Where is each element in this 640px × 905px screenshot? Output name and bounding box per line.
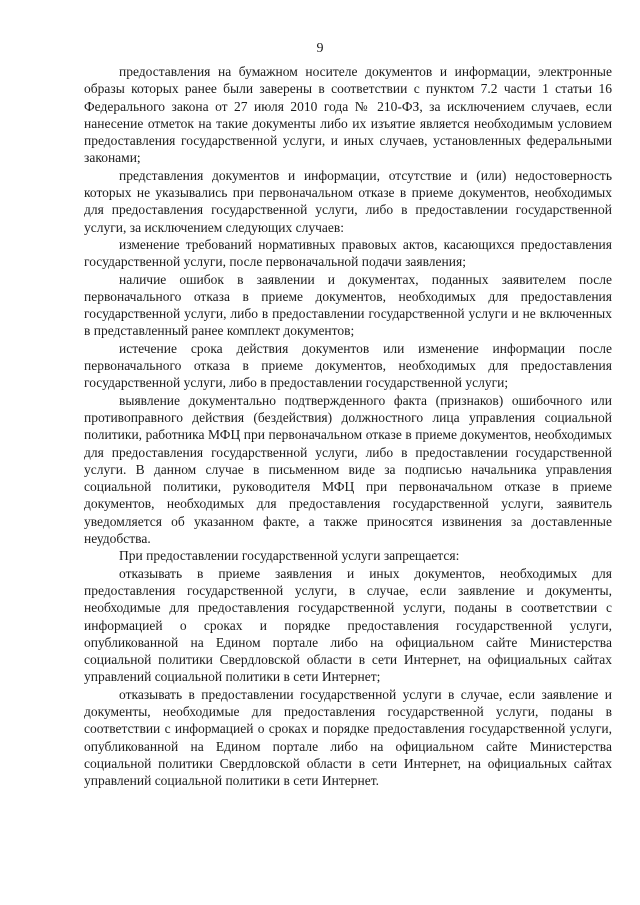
paragraph-prohibitions-heading: При предоставлении государственной услуги запрещается: <box>119 548 460 564</box>
paragraph-documents-not-indicated: представления документов и информации, отсутствие и (или) недостоверность которых не указывались при первоначальном отказе в приеме документов, необходимых для предоставления государственной услуги, либо в предоставлении государственной услуги, за исключением следующих случаев: <box>84 167 612 235</box>
document-body <box>84 63 612 789</box>
paragraph-paper-documents: предоставления на бумажном носителе документов и информации, электронные образы которых ранее были заверены в соответствии с пунктом 7.2 части 1 статьи 16 Федерального закона от 27 июля 2010 года № 210-ФЗ, за исключением случаев, если нанесение отметок на такие документы либо их изъятие является необходимым условием предоставления государственной услуги, и иных случаев, установленных федеральными законами; <box>84 64 612 166</box>
paragraph-refusal-to-provide: отказывать в предоставлении государственной услуги в случае, если заявление и документы, необходимые для предоставления государственной услуги, поданы в соответствии с информацией о сроках и порядке предоставления государственной услуги, опубликованной на Едином портале либо на официальном сайте Министерства социальной политики Свердловской области в сети Интернет, на официальных сайтах управлений социальной политики в сети Интернет. <box>84 686 612 789</box>
paragraph-refusal-to-accept: отказывать в приеме заявления и иных документов, необходимых для предоставления государственной услуги, в случае, если заявление и документы, необходимые для предоставления государственной услуги, поданы в соответствии с информацией о сроках и порядке предоставления государственной услуги, опубликованной на Едином портале либо на официальном сайте Министерства социальной политики Свердловской области в сети Интернет, на официальных сайтах управлений социальной политики в сети Интернет; <box>84 565 612 685</box>
paragraph-errors-in-application: наличие ошибок в заявлении и документах, поданных заявителем после первоначального отказа в приеме документов, необходимых для предоставления государственной услуги, либо в предоставлении государственной услуги и не включенных в представленный ранее комплект документов; <box>84 271 612 339</box>
paragraph-official-error: выявление документально подтвержденного факта (признаков) ошибочного или противоправного действия (бездействия) должностного лица управления социальной политики, работника МФЦ при первоначальном отказе в приеме документов, необходимых для предоставления государственной услуги, либо в предоставлении государственной услуги. В данном случае в письменном виде за подписью начальника управления социальной политики, руководителя МФЦ при первоначальном отказе в приеме документов, необходимых для предоставления государственной услуги, заявитель уведомляется об указанном факте, а также приносятся извинения за доставленные неудобства. <box>84 392 612 547</box>
paragraph-requirements-change: изменение требований нормативных правовых актов, касающихся предоставления государственной услуги, после первоначальной подачи заявления; <box>84 236 612 270</box>
page-number: 9 <box>316 41 324 56</box>
paragraph-documents-expiry: истечение срока действия документов или изменение информации после первоначального отказа в приеме документов, необходимых для предоставления государственной услуги, либо в предоставлении государственной услуги; <box>84 340 612 391</box>
